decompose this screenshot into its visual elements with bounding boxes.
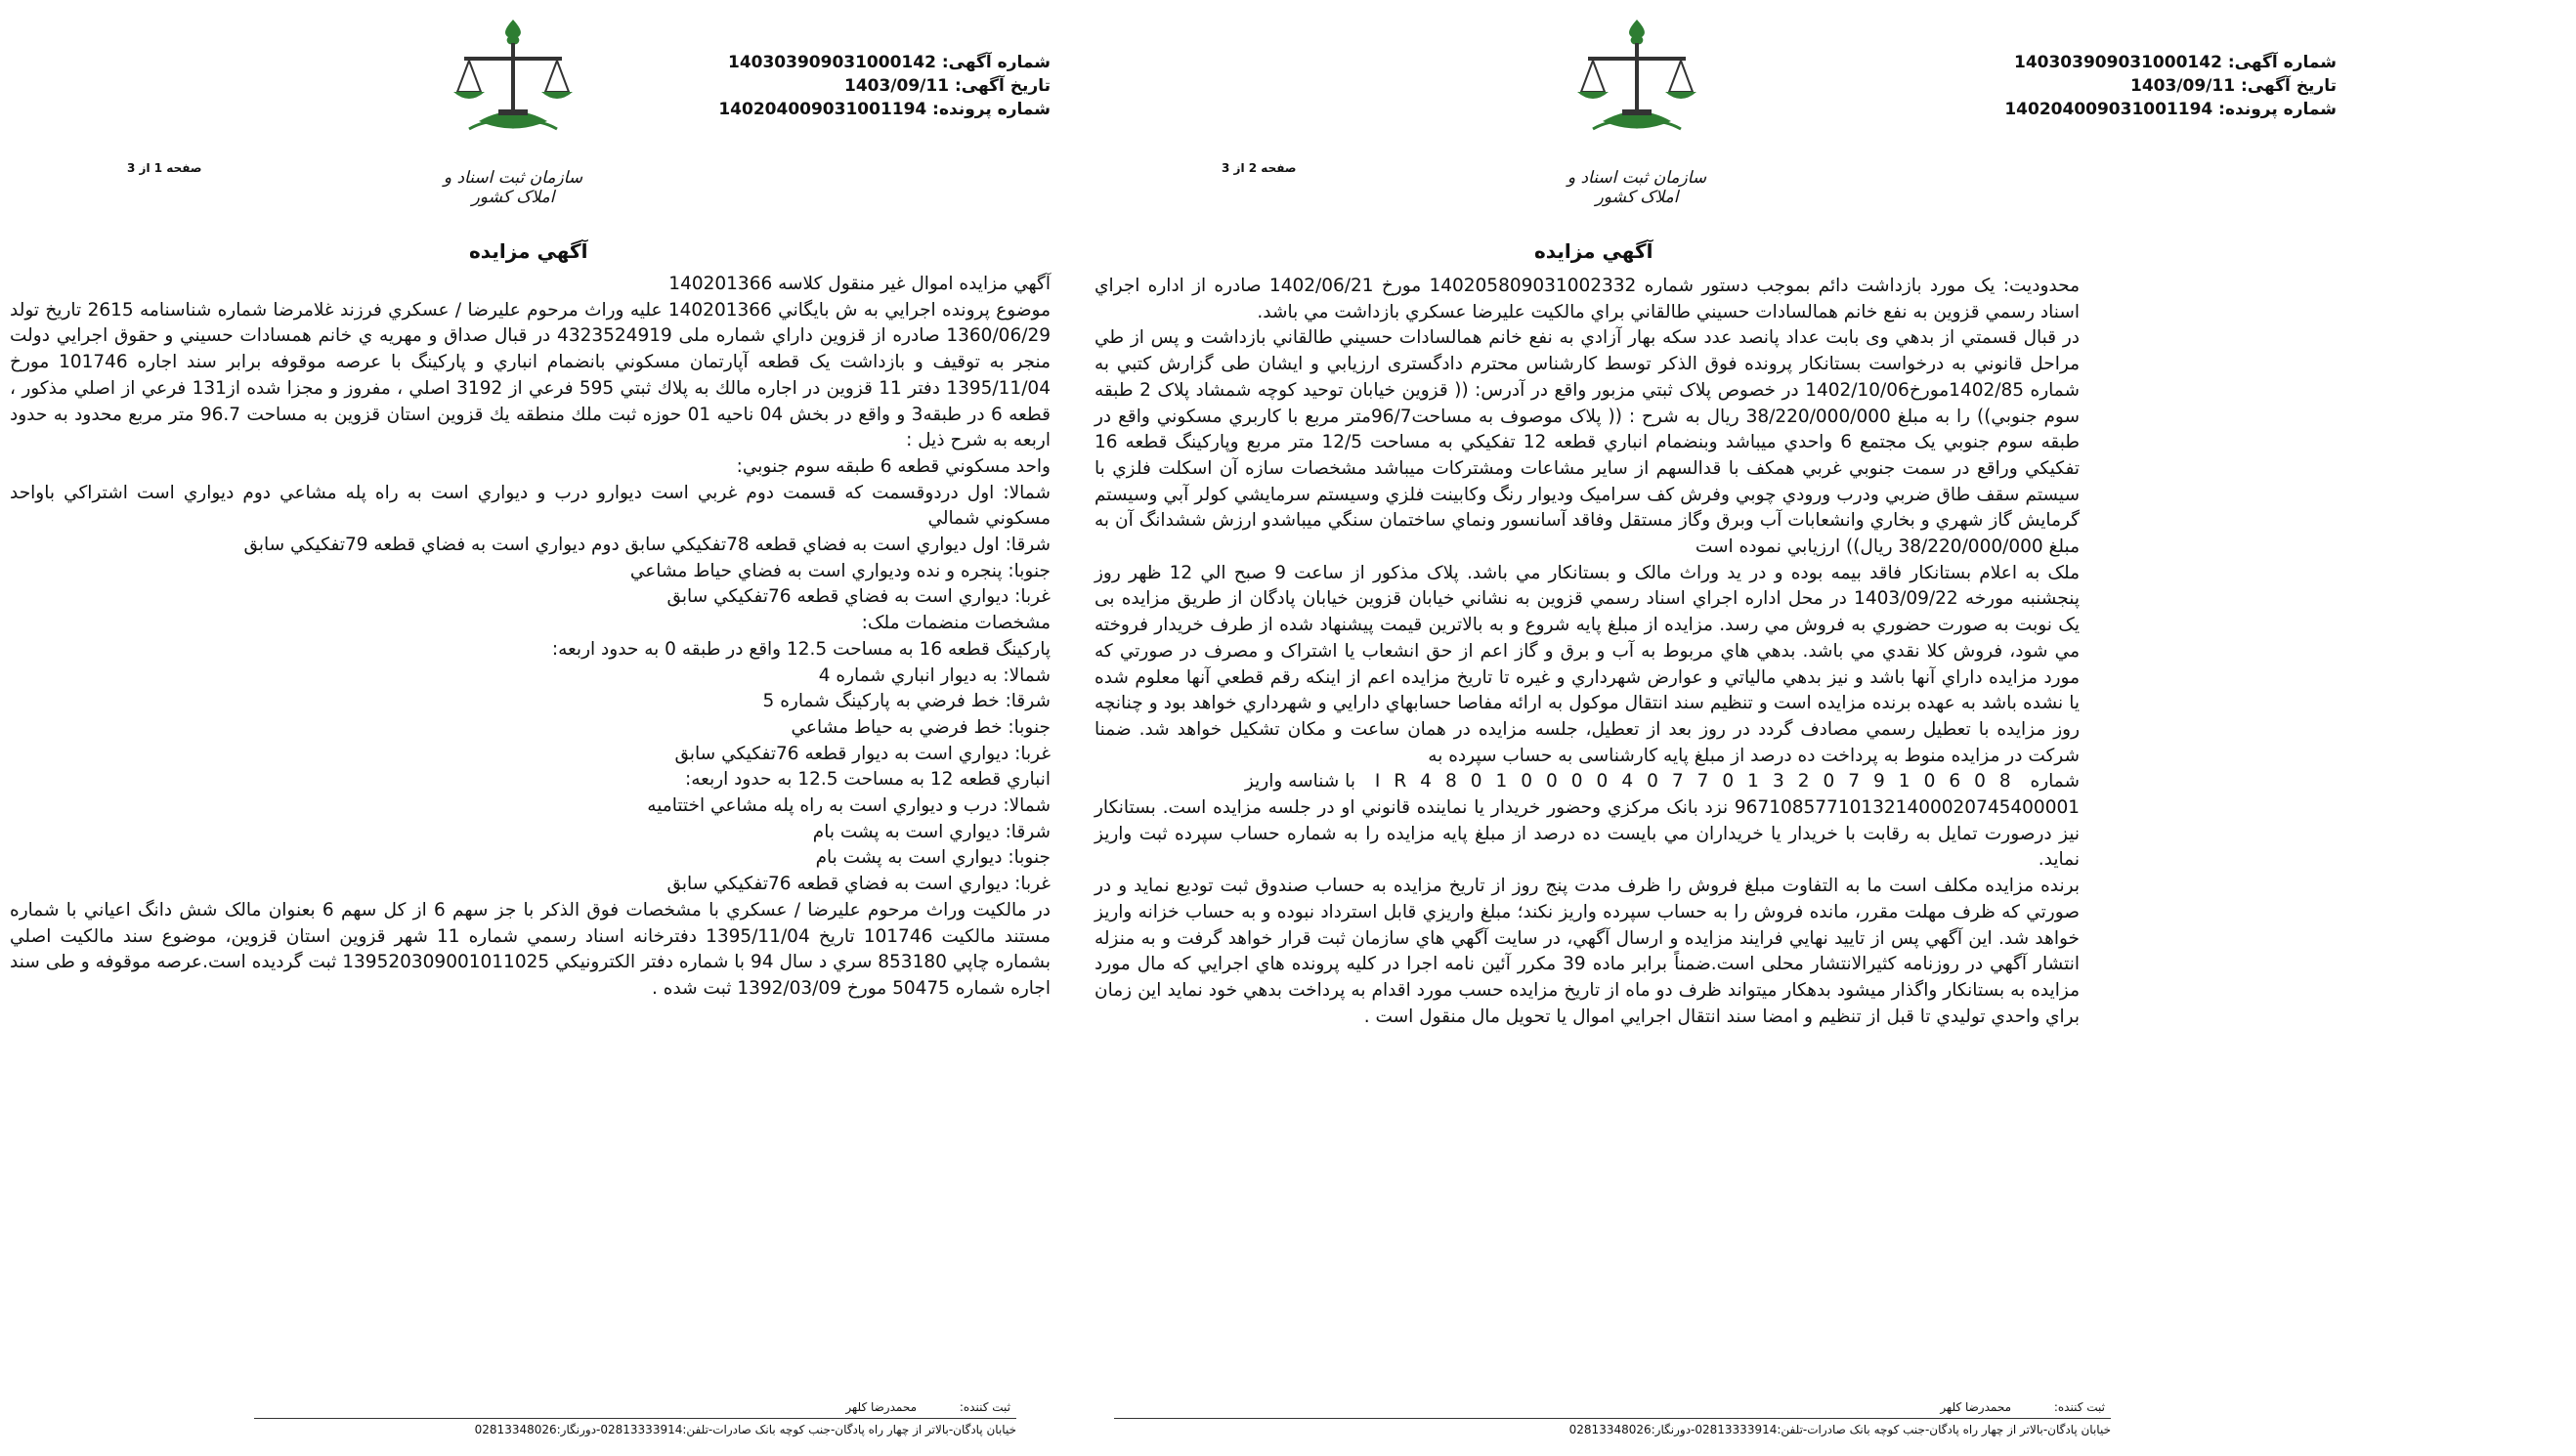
paragraph: جنوبا: پنجره و نده وديواري است به فضاي حياط مشاعي [629,560,1051,581]
registrar-name: محمدرضا کلهر [1940,1400,2012,1414]
paragraph: محدوديت: يک مورد بازداشت دائم بموجب دستور شماره 140205809031002332 مورخ 1402/06/21 صادره از اداره اجراي اسناد رسمي قزوين به نفع خانم همالسادات حسيني طالقاني براي مالكيت عليرضا عسكري بازداشت مي باشد. [1095,276,2080,322]
registrar-label: ثبت کننده: [2053,1400,2105,1414]
paragraph: غربا: ديواري است به ديوار قطعه 76تفكيكي سابق [674,743,1051,764]
ad-meta [718,51,1051,121]
office-address: خیابان پادگان-بالاتر از چهار راه پادگان-جنب کوچه بانک صادرات-تلفن:02813333914-دورنگار:02813348026 [474,1423,1016,1436]
paragraph: شمالا: اول دردوقسمت كه قسمت دوم غربي است ديوارو درب و ديواري است به راه پله مشاعي دوم ديواري است اشتراكي باواحد مسكوني شمالي [10,482,1051,530]
paragraph: جنوبا: خط فرضي به حياط مشاعي [791,716,1051,738]
org-name: سازمان ثبت اسناد و املاک کشور [1567,168,1707,207]
page-1 [0,0,1060,1456]
iban-line: شماره IR480100004077013207910608 با شناسه واريز [1244,771,2080,792]
judiciary-emblem [440,14,586,207]
paragraph: غربا: ديواري است به فضاي قطعه 76تفكيكي سابق [666,874,1051,895]
paragraph: شمالا: درب و ديواري است به راه پله مشاعي اختتاميه [647,795,1051,817]
case-number: شماره پرونده: 140204009031001194 [2004,100,2337,119]
registrar [1114,1398,2111,1416]
ad-date: تاریخ آگهی: 1403/09/11 [843,76,1051,96]
ad-number: شماره آگهی: 140303909031000142 [727,53,1051,72]
document-heading: آگهي مزايده [1534,239,1653,263]
registrar [254,1398,1016,1416]
paragraph: غربا: ديواري است به فضاي قطعه 76تفكيكي سابق [666,586,1051,608]
paragraph: جنوبا: ديواري است به پشت بام [815,847,1051,869]
paragraph: انباري قطعه 12 به مساحت 12.5 به حدود اربعه: [685,769,1051,791]
ad-date: تاریخ آگهی: 1403/09/11 [2129,76,2337,96]
registrar-label: ثبت کننده: [959,1400,1010,1414]
page-footer [1114,1398,2111,1438]
paragraph: در قبال قسمتي از بدهي وی بابت عداد پانصد عدد سكه بهار آزادي به نفع خانم همالسادات حسيني طالقاني بازداشت و پس از طي مراحل قانوني به درخواست بستانكار پرونده فوق الذكر توسط كارشناس محترم دادگستری ارزيابي و ايشان طی گزارش كتبي به شماره 1402/85مورخ1402/10/06 در خصوص پلاک ثبتي مزبور واقع در آدرس: (( قزوين خيابان توحيد كوچه شمشاد پلاک 2 طبقه سوم جنوبي)) را به مبلغ 38/220/000/000 ريال به شرح : (( پلاک موصوف به مساحت96/7متر مربع با كاربري مسكوني واقع در طبقه سوم جنوبي يک مجتمع 6 واحدي ميباشد وبنضمام انباري قطعه 12 تفكيكي به مساحت 12/5 متر مربع وپاركينگ قطعه 16 تفكيكي وراقع در سمت جنوبي غربي همكف با قدالسهم از ساير مشاعات ومشتركات ميباشد مشخصات سازه آن اسكلت فلزي با سيستم سقف طاق ضربي ودرب ورودي چوبي وفرش كف سراميک وديوار رنگ وكابينت فلزي وسيستم سرمايشي كولر آبي وسيستم گرمايش گاز شهري و بخاري وانشعابات آب وبرق وگاز مستقل وفاقد آسانسور ونماي ساختمان سنگي ميباشدو ارزش ششدانگ آن به مبلغ 38/220/000/000 ريال)) ارزيابي نموده است [1095,327,2081,558]
footer-divider [1114,1418,2111,1419]
paragraph: شرقا: ديواري است به پشت بام [812,821,1051,842]
document-body [1095,274,2080,1030]
page-number: صفحه 1 از 3 [127,161,202,175]
paragraph: موضوع پرونده اجرايي به ش بايگاني 140201366 عليه وراث مرحوم عليرضا / عسكري فرزند غلامرضا شماره شناسنامه 2615 تاريخ تولد 1360/06/29 صادره از قزوين داراي شماره ملی 4323524919 در قبال صداق و مهريه ي خانم همسادات حسيني و حقوق اجرايي دولت منجر به توقيف و بازداشت يک قطعه آپارتمان مسكوني بانضمام انباري و پاركينگ با عرصه موقوفه برابر سند اجاره 101746 مورخ 1395/11/04 دفتر 11 قزوين در اجاره مالك به پلاك ثبتي 595 فرعي از 3192 اصلي ، مفروز و مجزا شده از131 فرعي از اصلي مذكور ، قطعه 6 در طبقه3 و واقع در بخش 04 ناحيه 01 حوزه ثبت ملك منطقه يك قزوين استان قزوين به مساحت 96.7 متر مربع محدود به حدود اربعه به شرح ذيل : [10,299,1051,451]
scales-of-justice-icon [1564,14,1710,160]
page-number: صفحه 2 از 3 [1222,161,1297,175]
paragraph: شرقا: خط فرضي به پاركينگ شماره 5 [762,691,1051,712]
paragraph: ملک به اعلام بستانكار فاقد بيمه بوده و در يد وراث مالک و بستانكار مي باشد. پلاک مذكور از ساعت 9 صبح الي 12 ظهر روز پنجشنبه مورخه 1403/09/22 در محل اداره اجراي اسناد رسمي قزوين به نشاني خيابان قزوين خيابان پادگان از طريق مزايده بی يک نوبت به صورت حضوري به فروش مي رسد. مزايده از مبلغ پايه شروع و به بالاترين قيمت پيشنهاد شده از طرف خريدار فروخته مي شود، فروش كلا نقدي مي باشد. بدهي هاي مربوط به آب و برق و گاز اعم از حق انشعاب يا اشتراک و مصرف در صورتي كه مورد مزايده داراي آنها باشد و نيز بدهي مالياتي و عوارض شهرداري و غيره تا تاريخ مزايده اعم از اينكه رقم قطعي آنها معلوم شده يا نشده باشد به عهده برنده مزايده است و تنظيم سند انتقال موكول به ارائه مفاصا حسابهاي دارايي و شهرداري خواهد بود و چنانچه روز مزايده با تعطيل رسمي مصادف گردد در روز بعد از تعطيل، جلسه مزايده در همان ساعت و مكان تشكيل خواهد شد. ضمنا شركت در مزايده منوط به پرداخت ده درصد از مبلغ پايه كارشناسی به حساب سپرده به [1095,562,2080,766]
paragraph: 967108577101321400020745400001 نزد بانک مركزي وحضور خريدار يا نماينده قانوني او در جلسه مزايده است. بستانكار نيز درصورت تمايل به رقابت با خريدار يا خريداران مي بايست ده درصد از مبلغ پايه مزايده را به شماره حساب سپرده ثبت واريز نمايد. [1095,797,2080,871]
paragraph: مشخصات منضمات ملک: [861,613,1051,634]
page-footer [254,1398,1016,1438]
scales-of-justice-icon [440,14,586,160]
office-address: خیابان پادگان-بالاتر از چهار راه پادگان-جنب کوچه بانک صادرات-تلفن:02813333914-دورنگار:02813348026 [1568,1423,2111,1436]
registrar-name: محمدرضا کلهر [845,1400,918,1414]
paragraph: در مالكيت وراث مرحوم عليرضا / عسكري با مشخصات فوق الذكر با جز سهم 6 از كل سهم 6 بعنوان مالک شش دانگ اعياني با شماره مستند مالكيت 101746 تاريخ 1395/11/04 دفترخانه اسناد رسمي شماره 11 شهر قزوين استان قزوين، موضوع سند مالكيت اصلي بشماره چاپي 853180 سري د سال 94 با شماره دفتر الكترونيكي 139520309001011025 ثبت گرديده است.عرصه موقوفه و طی سند اجاره شماره 50475 مورخ 1392/03/09 ثبت شده . [10,899,1051,999]
paragraph: پاركينگ قطعه 16 به مساحت 12.5 واقع در طبقه 0 به حدود اربعه: [551,638,1051,660]
paragraph: شرقا: اول ديواري است به فضاي قطعه 78تفكيكي سابق دوم ديواري است به فضاي قطعه 79تفكيكي سابق [243,535,1051,556]
paragraph: واحد مسكوني قطعه 6 طبقه سوم جنوبي: [736,455,1051,477]
case-number: شماره پرونده: 140204009031001194 [718,100,1051,119]
paragraph: شمالا: به ديوار انباري شماره 4 [818,664,1051,686]
ad-number: شماره آگهی: 140303909031000142 [2013,53,2337,72]
ad-meta [2004,51,2337,121]
document-body [10,272,1051,1003]
footer-divider [254,1418,1016,1419]
document-heading: آگهي مزايده [469,239,588,263]
page-2 [1085,0,2576,1456]
paragraph: آگهي مزايده اموال غير منقول كلاسه 140201366 [668,274,1051,294]
judiciary-emblem [1564,14,1710,207]
org-name: سازمان ثبت اسناد و املاک کشور [443,168,583,207]
paragraph: برنده مزايده مكلف است ما به التفاوت مبلغ فروش را ظرف مدت پنج روز از تاريخ مزايده به حساب صندوق ثبت توديع نمايد و در صورتي كه ظرف مهلت مقرر، مانده فروش را به حساب سپرده واريز نكند؛ مبلغ واريزي قابل استرداد نبوده و به حساب خزانه واريز خواهد شد. اين آگهي پس از تاييد نهايي فرايند مزايده و ارسال آگهي، در سايت آگهي هاي سازمان ثبت قرار خواهد گرفت و به منزله انتشار آگهي در روزنامه كثيرالانتشار محلی است.ضمناً برابر ماده 39 مكرر آئين نامه اجرا در كليه پرونده هاي اجرايي كه مال مورد مزايده به بستانكار واگذار ميشود بدهكار ميتواند ظرف دو ماه از تاريخ مزايده حسب مورد اقدام به پرداخت بدهي خود نمايد اين زمان براي واحدي توليدي تا قبل از تنظيم و امضا سند انتقال اجرايي اموال يا تحويل مال منقول است . [1095,876,2080,1027]
